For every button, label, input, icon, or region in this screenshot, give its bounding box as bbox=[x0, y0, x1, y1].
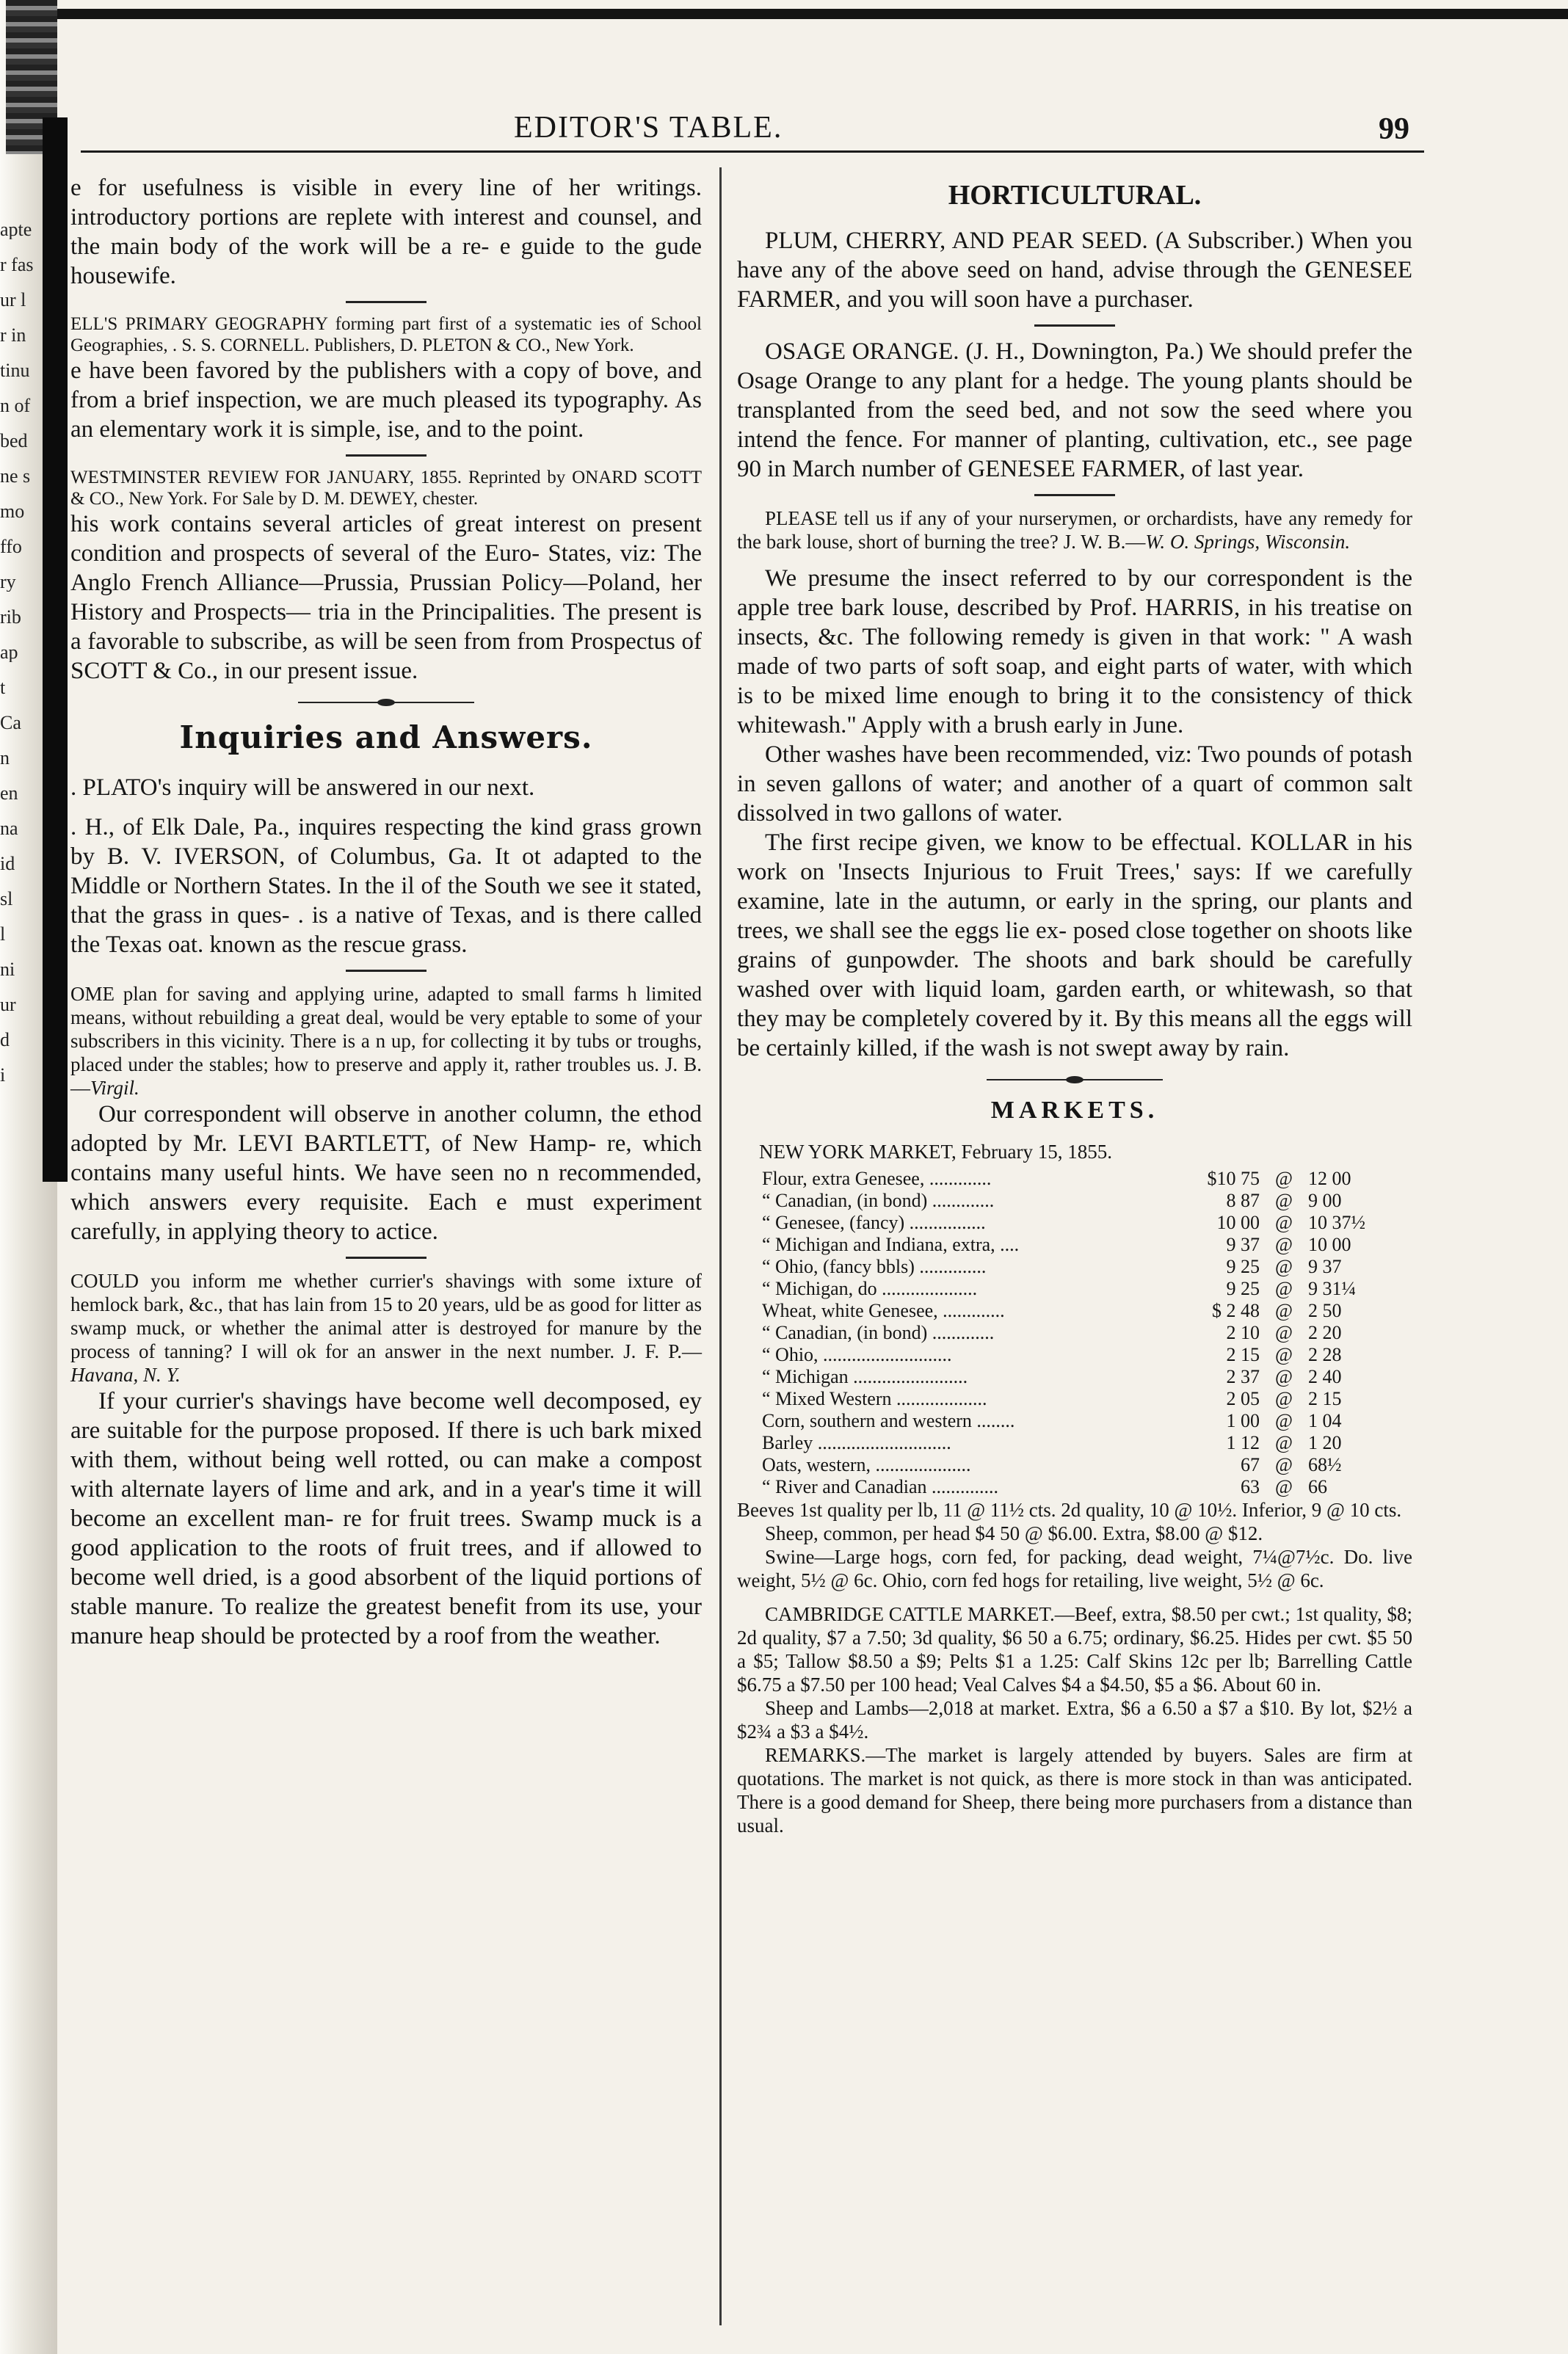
geography-notice-head: ELL'S PRIMARY GEOGRAPHY forming part first of a systematic ies of School Geographies, . S. S. CORNELL. Publishers, D. PLETON & CO., New York. bbox=[70, 314, 702, 355]
at-sign: @ bbox=[1275, 1476, 1293, 1497]
bark-louse-signature: W. O. Springs, Wisconsin. bbox=[1145, 531, 1351, 553]
margin-fragment: bed bbox=[0, 432, 28, 451]
currier-signature: Havana, N. Y. bbox=[70, 1364, 181, 1386]
market-row bbox=[759, 1322, 1392, 1344]
bark-louse-answer-3: The first recipe given, we know to be effectual. KOLLAR in his work on 'Insects Injurious to Fruit Trees,' says: If we carefully examine, late in the autumn, or early in the spring, our plants and trees, we shall see the eggs lie ex- posed close together on shoots like grains of gunpowder. The shoots and bark should be carefully washed over with liquid loam, garden earth, or whitewash, so that they may be completely covered by it. By this means all the eggs will be certainly killed, if the wash is not swept away by rain. bbox=[737, 829, 1412, 1061]
market-item: “ Michigan ........................ bbox=[762, 1366, 968, 1387]
price-low: 2 15 bbox=[1226, 1344, 1260, 1365]
margin-fragment: ffo bbox=[0, 537, 22, 556]
urine-question: OME plan for saving and applying urine, adapted to small farms h limited means, without rebuilding a great deal, would be very eptable to some of your subscribers in this vicinity. There is a n up, for collecting it by tubs or troughs, placed under the stables; how to preserve and apply it, rather troubles us. J. B.—Virgil. bbox=[70, 983, 702, 1099]
price-low: 2 37 bbox=[1226, 1366, 1260, 1387]
rule bbox=[1034, 324, 1115, 327]
at-sign: @ bbox=[1275, 1190, 1293, 1211]
at-sign: @ bbox=[1275, 1278, 1293, 1299]
markets-heading: MARKETS. bbox=[990, 1097, 1159, 1124]
rule bbox=[346, 970, 427, 972]
price-high: 2 28 bbox=[1308, 1344, 1342, 1365]
at-sign: @ bbox=[1275, 1256, 1293, 1277]
market-row bbox=[759, 1476, 1392, 1498]
margin-fragment: id bbox=[0, 854, 15, 873]
margin-fragment: ur bbox=[0, 995, 16, 1014]
plato-inquiry: . PLATO's inquiry will be answered in our next. bbox=[70, 774, 535, 801]
page-title: EDITOR'S TABLE. bbox=[514, 111, 783, 145]
price-high: 2 15 bbox=[1308, 1388, 1342, 1409]
price-low: 67 bbox=[1241, 1454, 1260, 1475]
urine-answer: Our correspondent will observe in another column, the ethod adopted by Mr. LEVI BARTLETT, of New Hamp- re, which contains many useful hints. We have seen no n recommended, which answers every requisite. Each e must experiment carefully, in applying theory to actice. bbox=[70, 1101, 702, 1245]
margin-fragment: i bbox=[0, 1066, 6, 1085]
urine-signature: Virgil. bbox=[90, 1077, 139, 1099]
ny-market-table bbox=[759, 1168, 1392, 1498]
bark-louse-answer-2: Other washes have been recommended, viz: Two pounds of potash in seven gallons of water; and another of a quart of common salt dissolved in two gallons of water. bbox=[737, 741, 1412, 827]
market-row bbox=[759, 1234, 1392, 1256]
price-low: 10 00 bbox=[1216, 1212, 1260, 1233]
margin-fragment: mo bbox=[0, 502, 25, 521]
rule bbox=[346, 454, 427, 457]
rule bbox=[346, 1257, 427, 1259]
at-sign: @ bbox=[1275, 1300, 1293, 1321]
market-row bbox=[759, 1168, 1392, 1190]
price-low: 9 25 bbox=[1226, 1256, 1260, 1277]
price-high: 1 20 bbox=[1308, 1432, 1342, 1453]
market-row bbox=[759, 1256, 1392, 1278]
market-row bbox=[759, 1432, 1392, 1454]
market-item: “ Canadian, (in bond) ............. bbox=[762, 1322, 995, 1343]
margin-fragment: en bbox=[0, 784, 18, 803]
section-ornament bbox=[298, 699, 474, 706]
at-sign: @ bbox=[1275, 1410, 1293, 1431]
market-row bbox=[759, 1366, 1392, 1388]
margin-fragment: ne s bbox=[0, 467, 31, 486]
ny-sheep: Sheep, common, per head $4 50 @ $6.00. Extra, $8.00 @ $12. bbox=[765, 1522, 1263, 1544]
column-divider bbox=[719, 167, 722, 2325]
ny-beeves: Beeves 1st quality per lb, 11 @ 11½ cts. 2d quality, 10 @ 10½. Inferior, 9 @ 10 cts. bbox=[737, 1499, 1402, 1521]
price-high: 2 50 bbox=[1308, 1300, 1342, 1321]
market-item: “ Canadian, (in bond) ............. bbox=[762, 1190, 995, 1211]
price-low: 1 12 bbox=[1226, 1432, 1260, 1453]
margin-fragment: rib bbox=[0, 608, 21, 627]
intro-paragraph: e for usefulness is visible in every line of her writings. introductory portions are replete with interest and counsel, and the main body of the work will be a re- e guide to the gude housewife. bbox=[70, 175, 702, 289]
market-item: Oats, western, .................... bbox=[762, 1454, 971, 1475]
at-sign: @ bbox=[1275, 1366, 1293, 1387]
margin-fragment: l bbox=[0, 925, 6, 944]
at-sign: @ bbox=[1275, 1212, 1293, 1233]
market-row bbox=[759, 1344, 1392, 1366]
price-low: 1 00 bbox=[1226, 1410, 1260, 1431]
market-item: Flour, extra Genesee, ............. bbox=[762, 1168, 992, 1189]
market-row bbox=[759, 1190, 1392, 1212]
right-column bbox=[737, 173, 1412, 1837]
left-column bbox=[70, 173, 702, 1651]
bark-louse-question: PLEASE tell us if any of your nurserymen, or orchardists, have any remedy for the bark louse, short of burning the tree? J. W. B.—W. O. Springs, Wisconsin. bbox=[737, 507, 1412, 553]
price-high: 9 31¼ bbox=[1308, 1278, 1356, 1299]
osage-orange-paragraph: OSAGE ORANGE. (J. H., Downington, Pa.) We should prefer the Osage Orange to any plant for a hedge. The young plants should be transplanted from the seed bed, and not sow the seed where you intend the fence. For manner of planting, cultivation, etc., see page 90 in March number of GENESEE FARMER, of last year. bbox=[737, 338, 1412, 482]
sheep-lambs: Sheep and Lambs—2,018 at market. Extra, $6 a 6.50 a $7 a $10. By lot, $2½ a $2¾ a $3 a $4½. bbox=[737, 1697, 1412, 1743]
market-item: Corn, southern and western ........ bbox=[762, 1410, 1015, 1431]
market-item: “ Ohio, ........................... bbox=[762, 1344, 952, 1365]
market-row bbox=[759, 1410, 1392, 1432]
market-item: “ River and Canadian .............. bbox=[762, 1476, 999, 1497]
margin-fragment: ry bbox=[0, 573, 16, 592]
price-low: 63 bbox=[1241, 1476, 1260, 1497]
price-high: 2 40 bbox=[1308, 1366, 1342, 1387]
price-high: 12 00 bbox=[1308, 1168, 1351, 1189]
market-row bbox=[759, 1212, 1392, 1234]
margin-fragment: ap bbox=[0, 643, 18, 662]
ny-swine: Swine—Large hogs, corn fed, for packing, dead weight, 7¼@7½c. Do. live weight, 5½ @ 6c. Ohio, corn fed hogs for retailing, live weight, 5½ @ 6c. bbox=[737, 1546, 1412, 1591]
margin-fragment: r in bbox=[0, 326, 26, 345]
market-row bbox=[759, 1278, 1392, 1300]
header-rule bbox=[81, 150, 1424, 153]
market-item: “ Ohio, (fancy bbls) .............. bbox=[762, 1256, 987, 1277]
top-border bbox=[15, 9, 1568, 19]
page-number: 99 bbox=[1379, 112, 1409, 146]
rule bbox=[1034, 494, 1115, 496]
market-item: Wheat, white Genesee, ............. bbox=[762, 1300, 1005, 1321]
margin-fragment: n bbox=[0, 749, 10, 768]
margin-fragment: apte bbox=[0, 220, 32, 239]
at-sign: @ bbox=[1275, 1168, 1293, 1189]
margin-fragment: tinu bbox=[0, 361, 30, 380]
plum-cherry-pear-paragraph: PLUM, CHERRY, AND PEAR SEED. (A Subscriber.) When you have any of the above seed on hand, advise through the GENESEE FARMER, and you will soon have a purchaser. bbox=[737, 228, 1412, 313]
price-high: 9 37 bbox=[1308, 1256, 1342, 1277]
market-item: “ Michigan and Indiana, extra, .... bbox=[762, 1234, 1020, 1255]
margin-fragment: r fas bbox=[0, 255, 34, 275]
price-low: $10 75 bbox=[1207, 1168, 1260, 1189]
running-head bbox=[0, 110, 1568, 161]
horticultural-heading: HORTICULTURAL. bbox=[948, 180, 1202, 211]
market-row bbox=[759, 1300, 1392, 1322]
margin-fragment: ni bbox=[0, 960, 15, 979]
at-sign: @ bbox=[1275, 1344, 1293, 1365]
price-high: 2 20 bbox=[1308, 1322, 1342, 1343]
at-sign: @ bbox=[1275, 1234, 1293, 1255]
price-low: 9 37 bbox=[1226, 1234, 1260, 1255]
price-high: 66 bbox=[1308, 1476, 1327, 1497]
price-high: 10 37½ bbox=[1308, 1212, 1365, 1233]
margin-fragment: na bbox=[0, 819, 18, 838]
price-low: 2 10 bbox=[1226, 1322, 1260, 1343]
ny-market-title: NEW YORK MARKET, February 15, 1855. bbox=[759, 1141, 1112, 1163]
market-item: Barley ............................ bbox=[762, 1432, 951, 1453]
at-sign: @ bbox=[1275, 1322, 1293, 1343]
rule bbox=[346, 301, 427, 303]
market-item: “ Genesee, (fancy) ................ bbox=[762, 1212, 986, 1233]
margin-fragment: n of bbox=[0, 396, 31, 415]
margin-fragment: ur l bbox=[0, 291, 26, 310]
at-sign: @ bbox=[1275, 1388, 1293, 1409]
margin-fragment: d bbox=[0, 1031, 10, 1050]
price-high: 68½ bbox=[1308, 1454, 1342, 1475]
market-remarks: REMARKS.—The market is largely attended by buyers. Sales are firm at quotations. The market is not quick, as there is more stock in than was anticipated. There is a good demand for Sheep, there being more purchasers from a distance than usual. bbox=[737, 1744, 1412, 1837]
price-low: $ 2 48 bbox=[1212, 1300, 1260, 1321]
westminster-notice-body: his work contains several articles of great interest on present condition and prospects of several of the Euro- States, viz: The Anglo French Alliance—Prussia, Prussian Policy—Poland, her History and Prospects— tria in the Principalities. The present is a favorable to subscribe, as will be seen from from Prospectus of SCOTT & Co., in our present issue. bbox=[70, 511, 702, 684]
binding-shadow-band bbox=[43, 117, 68, 1182]
price-high: 1 04 bbox=[1308, 1410, 1342, 1431]
inquiries-heading: Inquiries and Answers. bbox=[179, 719, 593, 755]
currier-question: COULD you inform me whether currier's shavings with some ixture of hemlock bark, &c., that has lain from 15 to 20 years, uld be as good for litter as swamp muck, or whether the animal atter is destroyed for manure by the process of tanning? I will ok for an answer in the next number. J. F. P.—Havana, N. Y. bbox=[70, 1270, 702, 1386]
currier-answer: If your currier's shavings have become well decomposed, ey are suitable for the purpose proposed. If there is uch bark mixed with them, without being well rotted, ou can make a compost with alternate layers of lime and ark, and in a year's time it will become an excellent man- re for fruit trees. Swamp muck is a good application to the roots of fruit trees, and if allowed to become well dried, is a good absorbent of the liquid portions of stable manure. To realize the greatest benefit from its use, your manure heap should be protected by a roof from the weather. bbox=[70, 1388, 702, 1649]
price-low: 9 25 bbox=[1226, 1278, 1260, 1299]
market-item: “ Mixed Western ................... bbox=[762, 1388, 987, 1409]
elk-dale-inquiry: . H., of Elk Dale, Pa., inquires respecting the kind grass grown by B. V. IVERSON, of Columbus, Ga. It ot adapted to the Middle or Northern States. In the il of the South we see it stated, that the grass in ques- . is a native of Texas, and is there called the Texas oat. known as the rescue grass. bbox=[70, 814, 702, 958]
market-item: “ Michigan, do .................... bbox=[762, 1278, 978, 1299]
at-sign: @ bbox=[1275, 1454, 1293, 1475]
margin-fragment: t bbox=[0, 678, 6, 697]
margin-fragment: sl bbox=[0, 890, 13, 909]
margin-fragment: Ca bbox=[0, 713, 21, 733]
price-high: 10 00 bbox=[1308, 1234, 1351, 1255]
section-ornament bbox=[987, 1076, 1163, 1083]
market-row bbox=[759, 1388, 1392, 1410]
geography-notice-body: e have been favored by the publishers with a copy of bove, and from a brief inspection, we are much pleased its typography. As an elementary work it is simple, ise, and to the point. bbox=[70, 357, 702, 443]
cambridge-market: CAMBRIDGE CATTLE MARKET.—Beef, extra, $8.50 per cwt.; 1st quality, $8; 2d quality, $7 a 7.50; 3d quality, $6 50 a 6.75; ordinary, $6.25. Hides per cwt. $5 50 a $5; Tallow $8.50 a $9; Pelts $1 a 1.25: Calf Skins 12c per lb; Barrelling Cattle $6.75 a $7.50 per 100 head; Veal Calves $4 a $4.50, $5 a $6. About 60 in. bbox=[737, 1603, 1412, 1696]
price-low: 8 87 bbox=[1226, 1190, 1260, 1211]
westminster-notice-head: WESTMINSTER REVIEW FOR JANUARY, 1855. Reprinted by ONARD SCOTT & CO., New York. For Sale by D. M. DEWEY, chester. bbox=[70, 468, 702, 509]
bark-louse-answer-1: We presume the insect referred to by our correspondent is the apple tree bark louse, described by Prof. HARRIS, in his treatise on insects, &c. The following remedy is given in that work: " A wash made of two parts of soft soap, and eight parts of water, with which is to be mixed lime enough to bring it to the consistency of thick whitewash." Apply with a brush early in June. bbox=[737, 565, 1412, 738]
price-high: 9 00 bbox=[1308, 1190, 1342, 1211]
price-low: 2 05 bbox=[1226, 1388, 1260, 1409]
at-sign: @ bbox=[1275, 1432, 1293, 1453]
market-row bbox=[759, 1454, 1392, 1476]
